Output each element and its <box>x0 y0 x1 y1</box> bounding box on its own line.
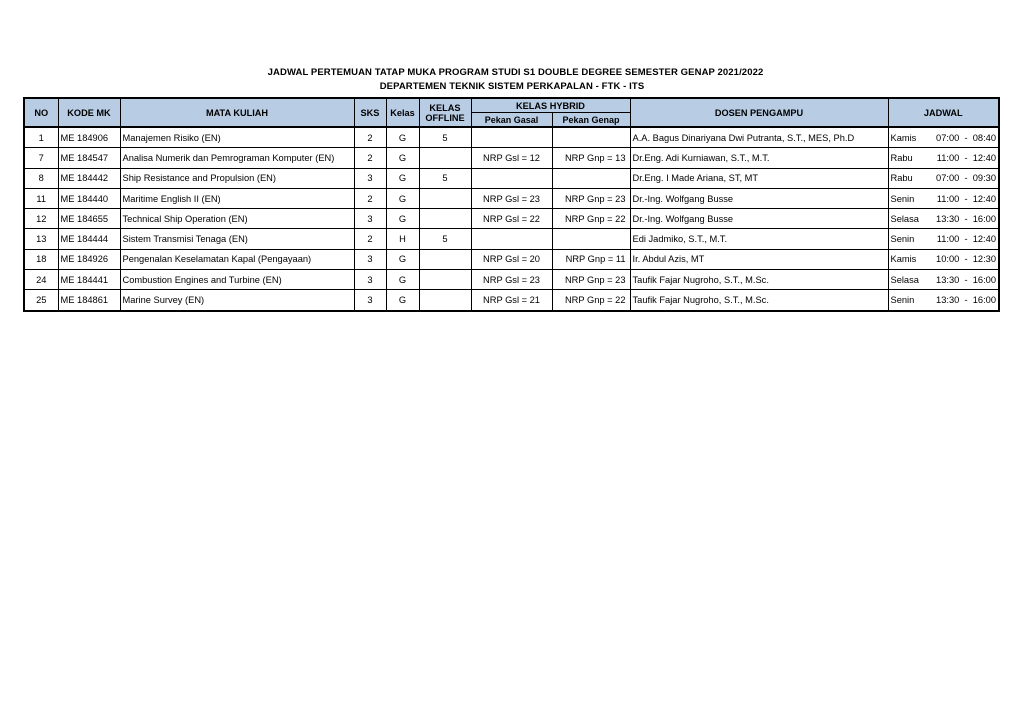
cell-sks: 3 <box>354 290 386 311</box>
cell-kelas: G <box>386 188 419 208</box>
cell-kelas-offline <box>419 270 471 290</box>
cell-pekan-genap: NRP Gnp = 23 <box>552 270 630 290</box>
cell-dosen-pengampu: Dr.Eng. Adi Kurniawan, S.T., M.T. <box>630 148 888 168</box>
cell-sks: 2 <box>354 229 386 249</box>
table-row <box>24 188 999 208</box>
header-sks: SKS <box>354 98 386 127</box>
cell-mata-kuliah: Ship Resistance and Propulsion (EN) <box>120 168 354 188</box>
cell-kode-mk: ME 184444 <box>58 229 120 249</box>
cell-kode-mk: ME 184655 <box>58 209 120 229</box>
cell-sks: 3 <box>354 209 386 229</box>
jadwal-hari: Selasa <box>890 274 919 285</box>
cell-pekan-gasal: NRP Gsl = 23 <box>471 270 552 290</box>
cell-dosen-pengampu: Ir. Abdul Azis, MT <box>630 249 888 269</box>
cell-dosen-pengampu: A.A. Bagus Dinariyana Dwi Putranta, S.T., MES, Ph.D <box>630 127 888 148</box>
cell-sks: 3 <box>354 270 386 290</box>
cell-pekan-gasal: NRP Gsl = 21 <box>471 290 552 311</box>
cell-pekan-genap: NRP Gnp = 13 <box>552 148 630 168</box>
cell-kode-mk: ME 184440 <box>58 188 120 208</box>
cell-no: 13 <box>24 229 58 249</box>
header-pekan-genap: Pekan Genap <box>552 113 630 128</box>
jadwal-hari: Senin <box>890 193 915 204</box>
cell-dosen-pengampu: Dr.-Ing. Wolfgang Busse <box>630 209 888 229</box>
header-mata-kuliah: MATA KULIAH <box>120 98 354 127</box>
cell-kelas: G <box>386 209 419 229</box>
cell-pekan-genap <box>552 127 630 148</box>
jadwal-jam: 13:30 - 16:00 <box>936 295 996 306</box>
header-jadwal: JADWAL <box>888 98 999 127</box>
document-subtitle: DEPARTEMEN TEKNIK SISTEM PERKAPALAN - FTK - ITS <box>379 81 645 92</box>
cell-no: 24 <box>24 270 58 290</box>
cell-mata-kuliah: Technical Ship Operation (EN) <box>120 209 354 229</box>
cell-pekan-gasal <box>471 168 552 188</box>
cell-mata-kuliah: Analisa Numerik dan Pemrograman Komputer (EN) <box>120 148 354 168</box>
cell-dosen-pengampu: Dr.Eng. I Made Ariana, ST, MT <box>630 168 888 188</box>
cell-sks: 3 <box>354 168 386 188</box>
cell-sks: 3 <box>354 249 386 269</box>
cell-kelas: G <box>386 249 419 269</box>
cell-kode-mk: ME 184442 <box>58 168 120 188</box>
cell-kelas-offline <box>419 290 471 311</box>
cell-kelas-offline: 5 <box>419 168 471 188</box>
table-row <box>24 209 999 229</box>
cell-mata-kuliah: Sistem Transmisi Tenaga (EN) <box>120 229 354 249</box>
jadwal-jam: 13:30 - 16:00 <box>936 213 996 224</box>
cell-mata-kuliah: Manajemen Risiko (EN) <box>120 127 354 148</box>
cell-jadwal <box>888 290 999 311</box>
cell-mata-kuliah: Combustion Engines and Turbine (EN) <box>120 270 354 290</box>
table-row <box>24 249 999 269</box>
table-row <box>24 290 999 311</box>
jadwal-hari: Rabu <box>890 173 913 184</box>
jadwal-jam: 11:00 - 12:40 <box>936 193 996 204</box>
cell-kelas: G <box>386 148 419 168</box>
cell-jadwal <box>888 188 999 208</box>
cell-pekan-gasal <box>471 229 552 249</box>
cell-sks: 2 <box>354 127 386 148</box>
cell-kode-mk: ME 184861 <box>58 290 120 311</box>
cell-pekan-gasal: NRP Gsl = 23 <box>471 188 552 208</box>
header-dosen-pengampu: DOSEN PENGAMPU <box>630 98 888 127</box>
cell-pekan-genap: NRP Gnp = 23 <box>552 188 630 208</box>
cell-kode-mk: ME 184441 <box>58 270 120 290</box>
table-row <box>24 148 999 168</box>
document-title: JADWAL PERTEMUAN TATAP MUKA PROGRAM STUDI S1 DOUBLE DEGREE SEMESTER GENAP 2021/2022 <box>267 67 764 78</box>
schedule-table <box>23 97 1000 312</box>
cell-pekan-genap <box>552 168 630 188</box>
cell-kelas: G <box>386 290 419 311</box>
cell-kelas: H <box>386 229 419 249</box>
cell-kode-mk: ME 184926 <box>58 249 120 269</box>
cell-kelas-offline: 5 <box>419 229 471 249</box>
cell-jadwal <box>888 270 999 290</box>
cell-pekan-genap: NRP Gnp = 22 <box>552 290 630 311</box>
cell-sks: 2 <box>354 148 386 168</box>
cell-pekan-gasal: NRP Gsl = 12 <box>471 148 552 168</box>
cell-dosen-pengampu: Taufik Fajar Nugroho, S.T., M.Sc. <box>630 290 888 311</box>
cell-mata-kuliah: Marine Survey (EN) <box>120 290 354 311</box>
cell-no: 11 <box>24 188 58 208</box>
header-pekan-gasal: Pekan Gasal <box>471 113 552 128</box>
document-titles <box>0 66 1024 94</box>
table-row <box>24 270 999 290</box>
jadwal-hari: Selasa <box>890 213 919 224</box>
table-row <box>24 127 999 148</box>
jadwal-jam: 10:00 - 12:30 <box>936 254 996 265</box>
jadwal-jam: 11:00 - 12:40 <box>936 234 996 245</box>
cell-pekan-genap <box>552 229 630 249</box>
cell-pekan-gasal: NRP Gsl = 22 <box>471 209 552 229</box>
cell-pekan-genap: NRP Gnp = 11 <box>552 249 630 269</box>
cell-jadwal <box>888 168 999 188</box>
jadwal-jam: 11:00 - 12:40 <box>936 152 996 163</box>
jadwal-jam: 13:30 - 16:00 <box>936 274 996 285</box>
header-kode-mk: KODE MK <box>58 98 120 127</box>
jadwal-hari: Kamis <box>890 254 917 265</box>
cell-kelas: G <box>386 168 419 188</box>
cell-kelas-offline <box>419 209 471 229</box>
schedule-body <box>24 127 999 311</box>
table-row <box>24 229 999 249</box>
jadwal-jam: 07:00 - 09:30 <box>936 173 996 184</box>
cell-kelas-offline <box>419 249 471 269</box>
cell-mata-kuliah: Maritime English II (EN) <box>120 188 354 208</box>
header-kelas-offline-line2: OFFLINE <box>425 112 465 123</box>
cell-kelas-offline: 5 <box>419 127 471 148</box>
cell-no: 25 <box>24 290 58 311</box>
cell-no: 12 <box>24 209 58 229</box>
jadwal-hari: Kamis <box>890 132 917 143</box>
cell-pekan-genap: NRP Gnp = 22 <box>552 209 630 229</box>
cell-kelas: G <box>386 270 419 290</box>
cell-dosen-pengampu: Dr.-Ing. Wolfgang Busse <box>630 188 888 208</box>
header-kelas-offline <box>419 98 471 127</box>
cell-jadwal <box>888 249 999 269</box>
cell-jadwal <box>888 127 999 148</box>
cell-kelas-offline <box>419 148 471 168</box>
cell-no: 8 <box>24 168 58 188</box>
cell-pekan-gasal <box>471 127 552 148</box>
jadwal-hari: Rabu <box>890 152 913 163</box>
jadwal-hari: Senin <box>890 295 915 306</box>
jadwal-hari: Senin <box>890 234 915 245</box>
header-no: NO <box>24 98 58 127</box>
cell-kode-mk: ME 184547 <box>58 148 120 168</box>
header-kelas-offline-line1: KELAS <box>429 102 461 113</box>
cell-no: 7 <box>24 148 58 168</box>
cell-kode-mk: ME 184906 <box>58 127 120 148</box>
cell-jadwal <box>888 209 999 229</box>
cell-jadwal <box>888 148 999 168</box>
cell-no: 1 <box>24 127 58 148</box>
cell-dosen-pengampu: Taufik Fajar Nugroho, S.T., M.Sc. <box>630 270 888 290</box>
header-kelas-hybrid: KELAS HYBRID <box>471 98 630 113</box>
cell-pekan-gasal: NRP Gsl = 20 <box>471 249 552 269</box>
cell-mata-kuliah: Pengenalan Keselamatan Kapal (Pengayaan) <box>120 249 354 269</box>
table-row <box>24 168 999 188</box>
cell-dosen-pengampu: Edi Jadmiko, S.T., M.T. <box>630 229 888 249</box>
jadwal-jam: 07:00 - 08:40 <box>936 132 996 143</box>
cell-kelas-offline <box>419 188 471 208</box>
header-kelas: Kelas <box>386 98 419 127</box>
cell-kelas: G <box>386 127 419 148</box>
cell-no: 18 <box>24 249 58 269</box>
cell-jadwal <box>888 229 999 249</box>
cell-sks: 2 <box>354 188 386 208</box>
